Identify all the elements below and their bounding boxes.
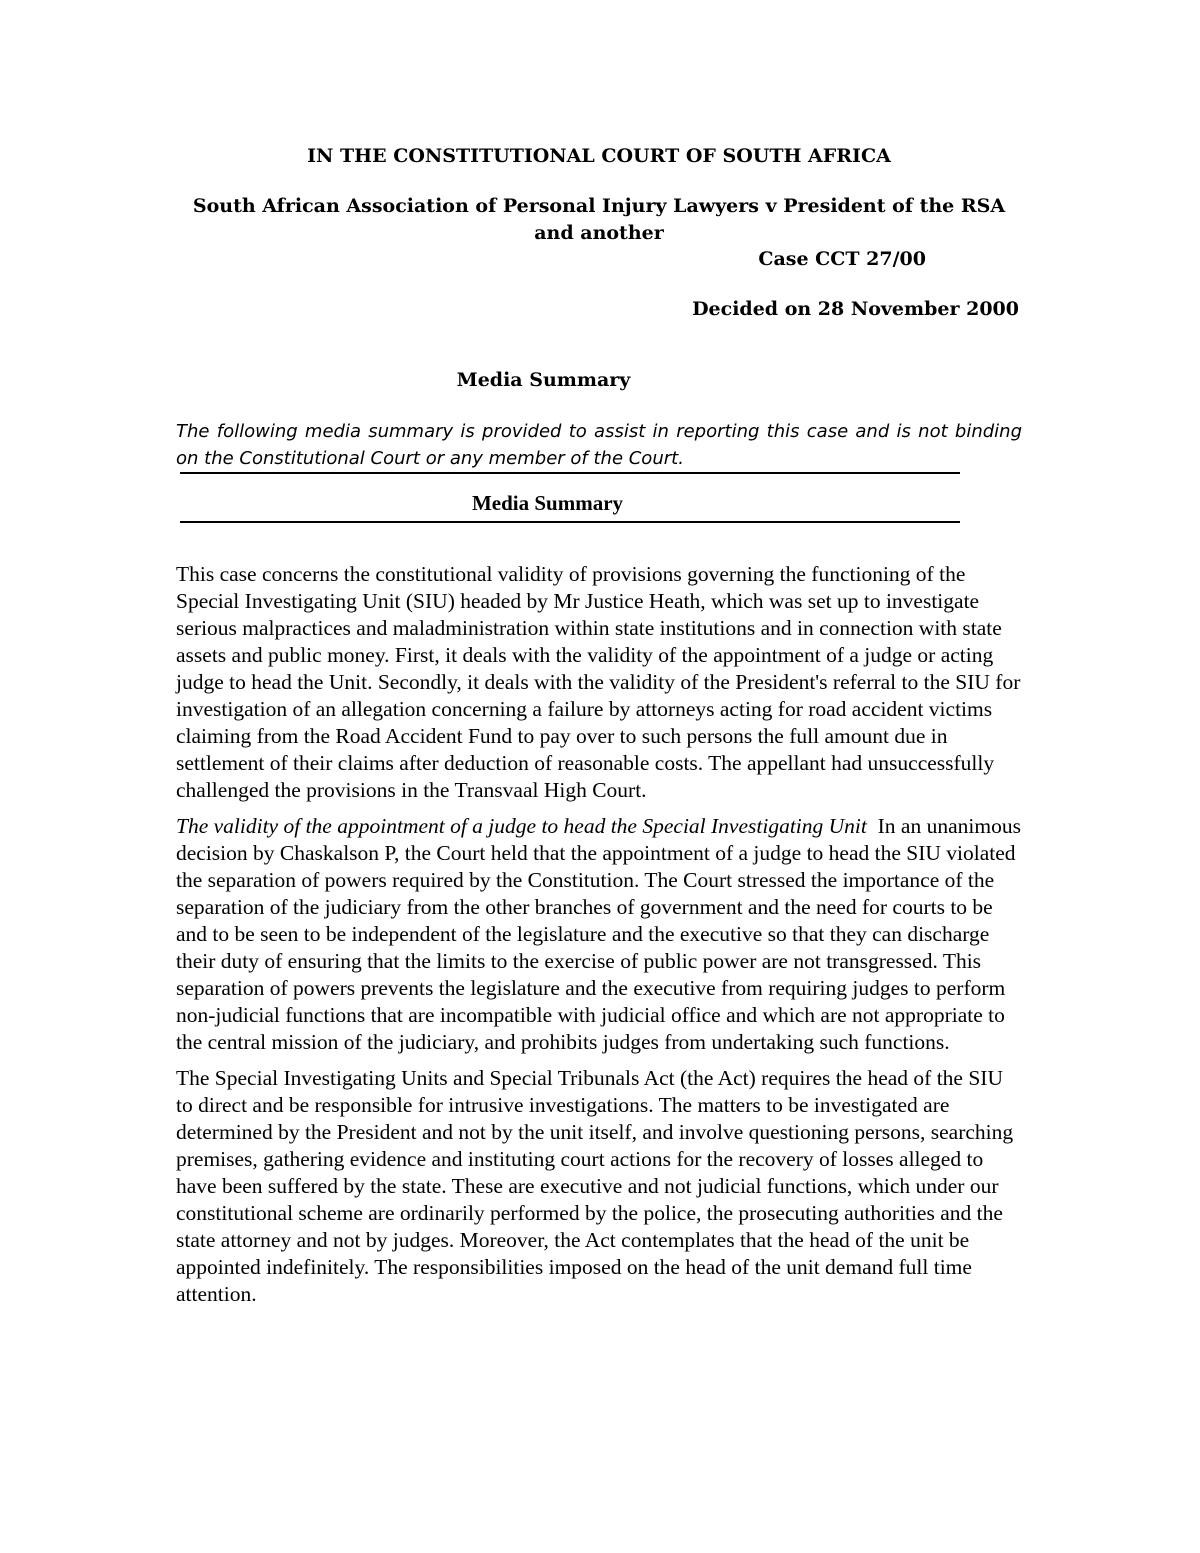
court-name: IN THE CONSTITUTIONAL COURT OF SOUTH AFRICA <box>307 145 891 167</box>
paragraph-act-requirements: The Special Investigating Units and Special Tribunals Act (the Act) requires the head of the SIU to direct and be responsible for intrusive investigations. The matters to be investigated are determined by the President and not by the unit itself, and involve questioning persons, searching premises, gathering evidence and instituting court actions for the recovery of losses alleged to have been suffered by the state. These are executive and not judicial functions, which under our constitutional scheme are ordinarily performed by the police, the prosecuting authorities and the state attorney and not by judges. Moreover, the Act contemplates that the head of the unit be appointed indefinitely. The responsibilities imposed on the head of the unit demand full time attention. <box>176 1066 1014 1306</box>
paragraph-case-overview: This case concerns the constitutional validity of provisions governing the functioning of the Special Investigating Unit (SIU) headed by Mr Justice Heath, which was set up to investigate serious malpractices and maladministration within state institutions and in connection with state assets and public money. First, it deals with the validity of the appointment of a judge or acting judge to head the Unit. Secondly, it deals with the validity of the President's referral to the SIU for investigation of an allegation concerning a failure by attorneys acting for road accident victims claiming from the Road Accident Fund to pay over to such persons the full amount due in settlement of their claims after deduction of reasonable costs. The appellant had unsuccessfully challenged the provisions in the Transvaal High Court. <box>176 562 1021 802</box>
disclaimer-text: The following media summary is provided to assist in reporting this case and is not binding on the Constitutional Court or any member of the Court. <box>176 421 1022 469</box>
paragraph-judge-appointment-text: In an unanimous decision by Chaskalson P, the Court held that the appointment of a judge to head the SIU violated the separation of powers required by the Constitution. The Court stressed the importance of the separation of the judiciary from the other branches of government and the need for courts to be and to be seen to be independent of the legislature and the executive so that they can discharge their duty of ensuring that the limits to the exercise of public power are not transgressed. This separation of powers prevents the legislature and the executive from requiring judges to perform non-judicial functions that are incompatible with judicial office and which are not appropriate to the central mission of the judiciary, and prohibits judges from undertaking such functions. <box>176 814 1021 1054</box>
bottom-divider <box>180 521 960 523</box>
case-title: South African Association of Personal Injury Lawyers v President of the RSA and another <box>192 195 1006 244</box>
media-summary-heading: Media Summary <box>456 369 631 391</box>
boxed-media-summary-heading: Media Summary <box>471 491 624 515</box>
top-divider <box>180 472 960 474</box>
paragraph-judge-appointment <box>176 813 1022 1056</box>
decision-date: Decided on 28 November 2000 <box>692 298 1019 320</box>
summary-body <box>176 561 1022 1317</box>
case-number: Case CCT 27/00 <box>758 248 926 270</box>
section-heading-judge-appointment: The validity of the appointment of a judge to head the Special Investigating Unit <box>176 814 867 838</box>
